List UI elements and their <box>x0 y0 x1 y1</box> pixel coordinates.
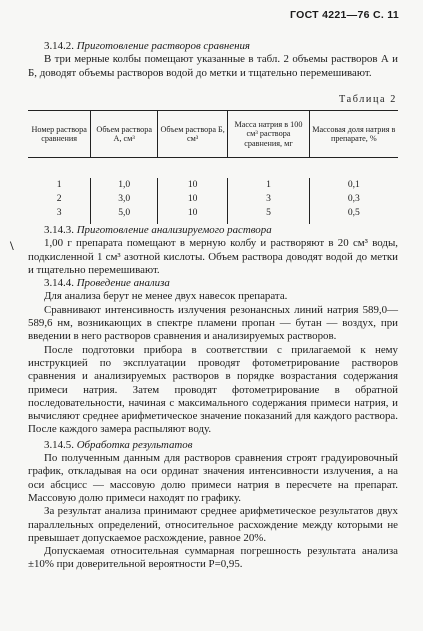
paragraph: После подготовки прибора в соответствии с прилагаемой к нему инструкцией по эксплуатации проводят фотометрирование растворов сравнения и анализируемых растворов в порядке возрастания содержания примеси натрия. Затем проводят фотометрирование в обратной последовательности, начиная с максимального содержания примеси натрия, и вычисляют среднее арифметическое значение показаний для каждого раствора. После каждого замера распыляют воду. <box>28 343 398 436</box>
table-row <box>28 206 398 224</box>
table-cell: 1,0 <box>91 178 158 192</box>
table-2 <box>28 110 398 224</box>
table-cell: 2 <box>56 192 62 204</box>
section-number: 3.14.2. <box>44 40 74 52</box>
section-heading <box>28 439 398 452</box>
section-number: 3.14.4. <box>44 277 74 290</box>
section-3-14-2 <box>28 40 398 80</box>
table-caption: Таблица 2 <box>339 94 397 105</box>
section-title: Приготовление растворов сравнения <box>76 40 250 52</box>
paragraph: Для анализа берут не менее двух навесок препарата. <box>44 290 288 303</box>
table-cell: 1 <box>228 178 309 192</box>
column-header: Номер раствора сравнения <box>28 111 91 158</box>
table-cell: 3 <box>228 192 309 206</box>
paragraph: В три мерные колбы помещают указанные в табл. 2 объемы растворов А и Б, доводят объемы растворов водой до метки и тщательно перемешивают. <box>28 53 398 79</box>
margin-mark: \ <box>10 238 14 253</box>
section-heading <box>28 224 398 237</box>
paragraph: 1,00 г препарата помещают в мерную колбу и растворяют в 20 см³ воды, подкисленной 1 см³ азотной кислоты. Объем раствора доводят водой до метки и тщательно перемешивают. <box>28 237 398 276</box>
paragraph: Допускаемая относительная суммарная погрешность результата анализа ±10% при доверительной вероятности P=0,95. <box>28 545 398 571</box>
table-cell: 0,3 <box>309 192 398 206</box>
table-header-row <box>28 111 398 158</box>
section-title: Проведение анализа <box>76 277 170 290</box>
section-number: 3.14.5. <box>44 438 74 451</box>
section-title: Приготовление анализируемого раствора <box>76 224 272 236</box>
table-cell: 10 <box>157 178 227 192</box>
table-cell: 1 <box>56 178 62 190</box>
paragraph: Сравнивают интенсивность излучения резонансных линий натрия 589,0—589,6 нм, возникающих в спектре пламени пропан — бутан — воздух, при введении в него растворов сравнения и анализируемых растворов. <box>28 303 398 343</box>
table-cell: 10 <box>157 192 227 206</box>
table-cell: 0,5 <box>309 206 398 224</box>
section-number: 3.14.3. <box>44 224 74 236</box>
page-header: ГОСТ 4221—76 С. 11 <box>289 9 399 21</box>
column-header: Масса натрия в 100 см³ раствора сравнения, мг <box>228 111 309 158</box>
paragraph: За результат анализа принимают среднее арифметическое результатов двух параллельных определений, относительное расхождение между которыми не превышает допускаемое расхождение, равное 20%. <box>28 505 398 544</box>
table-cell: 3,0 <box>91 192 158 206</box>
table-cell: 3 <box>56 206 62 218</box>
section-heading <box>28 40 398 53</box>
table-row <box>28 192 398 206</box>
column-header: Объем раствора А, см³ <box>91 111 158 158</box>
table-cell: 5 <box>228 206 309 224</box>
table-cell: 0,1 <box>309 178 398 192</box>
paragraph: По полученным данным для растворов сравнения строят градуировочный график, откладывая на оси ординат значения интенсивности излучения, а на оси абсцисс — массовую долю примеси натрия в пересчете на препарат. Массовую долю примеси находят по графику. <box>28 452 398 504</box>
column-header: Массовая доля натрия в препарате, % <box>309 111 398 158</box>
table-row <box>28 178 398 192</box>
column-header: Объем раствора Б, см³ <box>157 111 227 158</box>
section-heading <box>28 277 398 290</box>
section-title: Обработка результатов <box>76 438 193 451</box>
table-cell: 10 <box>157 206 227 224</box>
section-3-14-3 <box>28 224 398 572</box>
table-cell: 5,0 <box>91 206 158 224</box>
